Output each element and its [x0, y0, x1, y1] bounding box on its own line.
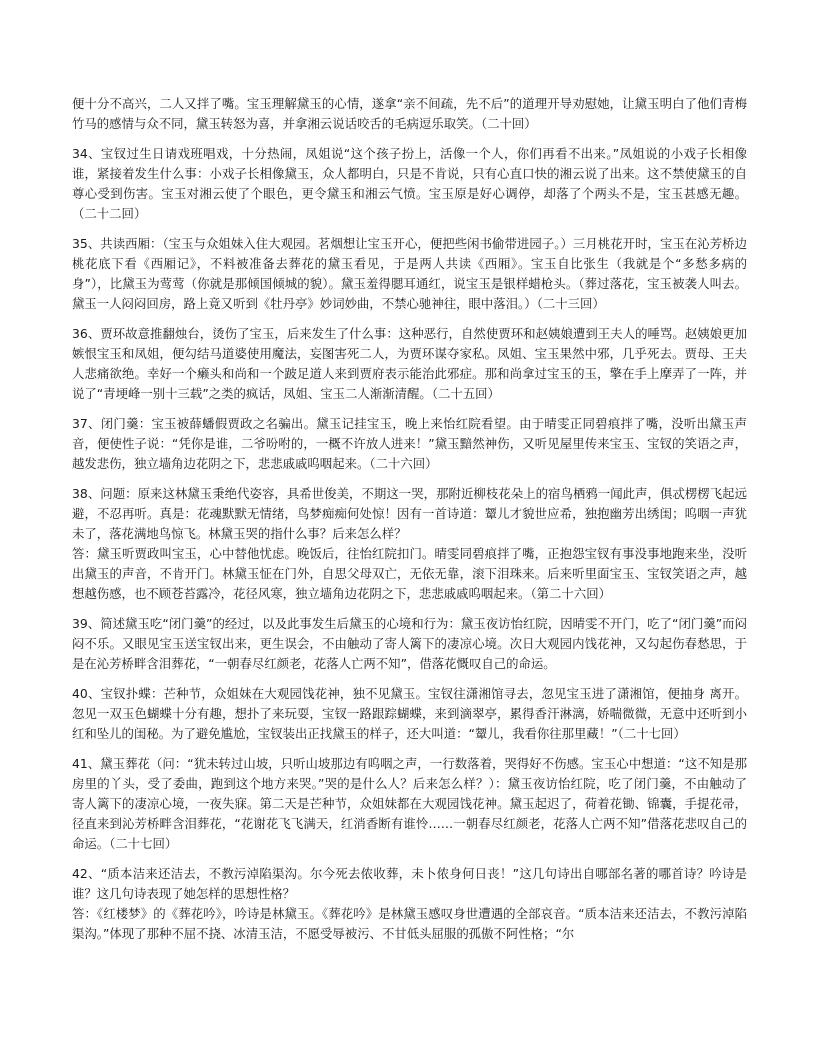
paragraph-37: 37、闭门羹：宝玉被薛蟠假贾政之名骗出。黛玉记挂宝玉，晚上来怡红院看望。由于晴雯正同碧痕拌了嘴，没听出黛玉声音，便使性子说：“凭你是谁，二爷吩咐的，一概不许放人进来！”黛玉黯然神伤，又听见屋里传来宝玉、宝钗的笑语之声，越发悲伤，独立墙角边花阴之下，悲悲戚戚呜咽起来。（二十六回）	[72, 416, 747, 471]
paragraph-35: 35、共读西厢：（宝玉与众姐妹入住大观园。茗烟想让宝玉开心，便把些闲书偷带进园子。）三月桃花开时，宝玉在沁芳桥边桃花底下看《西厢记》，不料被准备去葬花的黛玉看见，于是两人共读《西厢》。宝玉自比张生（我就是个“多愁多病的身”），比黛玉为莺莺（你就是那倾国倾城的貌）。黛玉羞得腮耳通红，说宝玉是银样蜡枪头。（葬过落花，宝玉被袭人叫去。黛玉一人闷闷回房，路上竟又听到《牡丹亭》妙词妙曲，不禁心驰神往，眼中落泪。）（二十三回）	[72, 236, 747, 311]
paragraph-41: 41、黛玉葬花（问：“犹未转过山坡，只听山坡那边有呜咽之声，一行数落着，哭得好不伤感。宝玉心中想道：“这不知是那房里的丫头，受了委曲，跑到这个地方来哭。”哭的是什么人？后来怎么样？）：黛玉夜访怡红院，吃了闭门羹，不由触动了寄人篱下的凄凉心境，一夜失寐。第二天是芒种节，众姐妹都在大观园饯花神。黛玉起迟了，荷着花锄、锦囊，手提花帚，径直来到沁芳桥畔含泪葬花，“花谢花飞飞满天，红消香断有谁怜……一朝春尽红颜老，花落人亡两不知”借落花悲叹自己的命运。（二十七回）	[72, 756, 747, 851]
paragraph-20-continuation: 便十分不高兴，二人又拌了嘴。宝玉理解黛玉的心情，遂拿“亲不间疏，先不后”的道理开导劝慰她，让黛玉明白了他们青梅竹马的感情与众不同，黛玉转怒为喜，并拿湘云说话咬舌的毛病逗乐取笑。（二十回）	[72, 96, 747, 131]
answer-38: 答：黛玉听贾政叫宝玉，心中替他忧虑。晚饭后，往怡红院扣门。晴雯同碧痕拌了嘴，正抱怨宝钗有事没事地跑来坐，没听出黛玉的声音，不肯开门。林黛玉怔在门外，自思父母双亡，无依无靠，滚下泪珠来。后来听里面宝玉、宝钗笑语之声，越想越伤感，也不顾苍苔露冷，花径风寒，独立墙角边花阴之下，悲悲戚戚呜咽起来。（第二十六回）	[72, 546, 747, 601]
paragraph-40: 40、宝钗扑蝶：芒种节，众姐妹在大观园饯花神，独不见黛玉。宝钗往潇湘馆寻去，忽见宝玉进了潇湘馆，便抽身 离开。忽见一双玉色蝴蝶十分有趣，想扑了来玩耍，宝钗一路跟踪蝴蝶，来到滴翠亭，累得香汗淋漓，娇喘微微，无意中还听到小红和坠儿的闺秘。为了避免尴尬，宝钗装出正找黛玉的样子，还大叫道：“颦儿，我看你往那里藏！”（二十七回）	[72, 686, 747, 741]
paragraph-39: 39、简述黛玉吃“闭门羹”的经过，以及此事发生后黛玉的心境和行为：黛玉夜访怡红院，因晴雯不开门，吃了“闭门羹”而闷闷不乐。又眼见宝玉送宝钗出来，更生误会，不由触动了寄人篱下的凄凉心境。次日大观园内饯花神，又勾起伤春愁思，于是在沁芳桥畔含泪葬花，“一朝春尽红颜老，花落人亡两不知”，借落花慨叹自己的命运。	[72, 616, 747, 671]
paragraph-34: 34、宝钗过生日请戏班唱戏，十分热闹，凤姐说“这个孩子扮上，活像一个人，你们再看不出来。”凤姐说的小戏子长相像谁，紧接着发生什么事：小戏子长相像黛玉，众人都明白，只是不肯说，只有心直口快的湘云说了出来。这不禁使黛玉的自尊心受到伤害。宝玉对湘云使了个眼色，更令黛玉和湘云气愤。宝玉原是好心调停，却落了个两头不是，宝玉甚感无趣。（二十二回）	[72, 146, 747, 221]
question-38: 38、问题：原来这林黛玉秉绝代姿容，具希世俊美，不期这一哭，那附近柳枝花朵上的宿鸟栖鸦一闻此声，俱忒楞楞飞起远避，不忍再听。真是：花魂默默无情绪，鸟梦痴痴何处惊！因有一首诗道：颦儿才貌世应希，独抱幽芳出绣闺；呜咽一声犹未了，落花满地鸟惊飞。林黛玉哭的指什么事？后来怎么样？	[72, 486, 747, 541]
question-42: 42、“质本洁来还洁去，不教污淖陷渠沟。尔今死去侬收葬，未卜侬身何日丧！”这几句诗出自哪部名著的哪首诗？吟诗是谁？这几句诗表现了她怎样的思想性格？	[72, 866, 747, 901]
answer-42: 答：《红楼梦》的《葬花吟》，吟诗是林黛玉。《葬花吟》是林黛玉感叹身世遭遇的全部哀音。“质本洁来还洁去，不教污淖陷渠沟。”体现了那种不屈不挠、冰清玉洁，不愿受辱被污、不甘低头屈服的孤傲不阿性格；“尔	[72, 906, 747, 941]
document-page	[72, 94, 747, 954]
paragraph-36: 36、贾环故意推翻烛台，烫伤了宝玉，后来发生了什么事：这种恶行，自然使贾环和赵姨娘遭到王夫人的唾骂。赵姨娘更加嫉恨宝玉和凤姐，便勾结马道婆使用魔法，妄图害死二人，为贾环谋夺家私。凤姐、宝玉果然中邪，几乎死去。贾母、王夫人悲痛欲绝。幸好一个癞头和尚和一个跛足道人来到贾府表示能治此邪症。那和尚拿过宝玉的玉，擎在手上摩弄了一阵，并说了“青埂峰一别十三载”之类的疯话，凤姐、宝玉二人渐渐清醒。（二十五回）	[72, 326, 747, 401]
